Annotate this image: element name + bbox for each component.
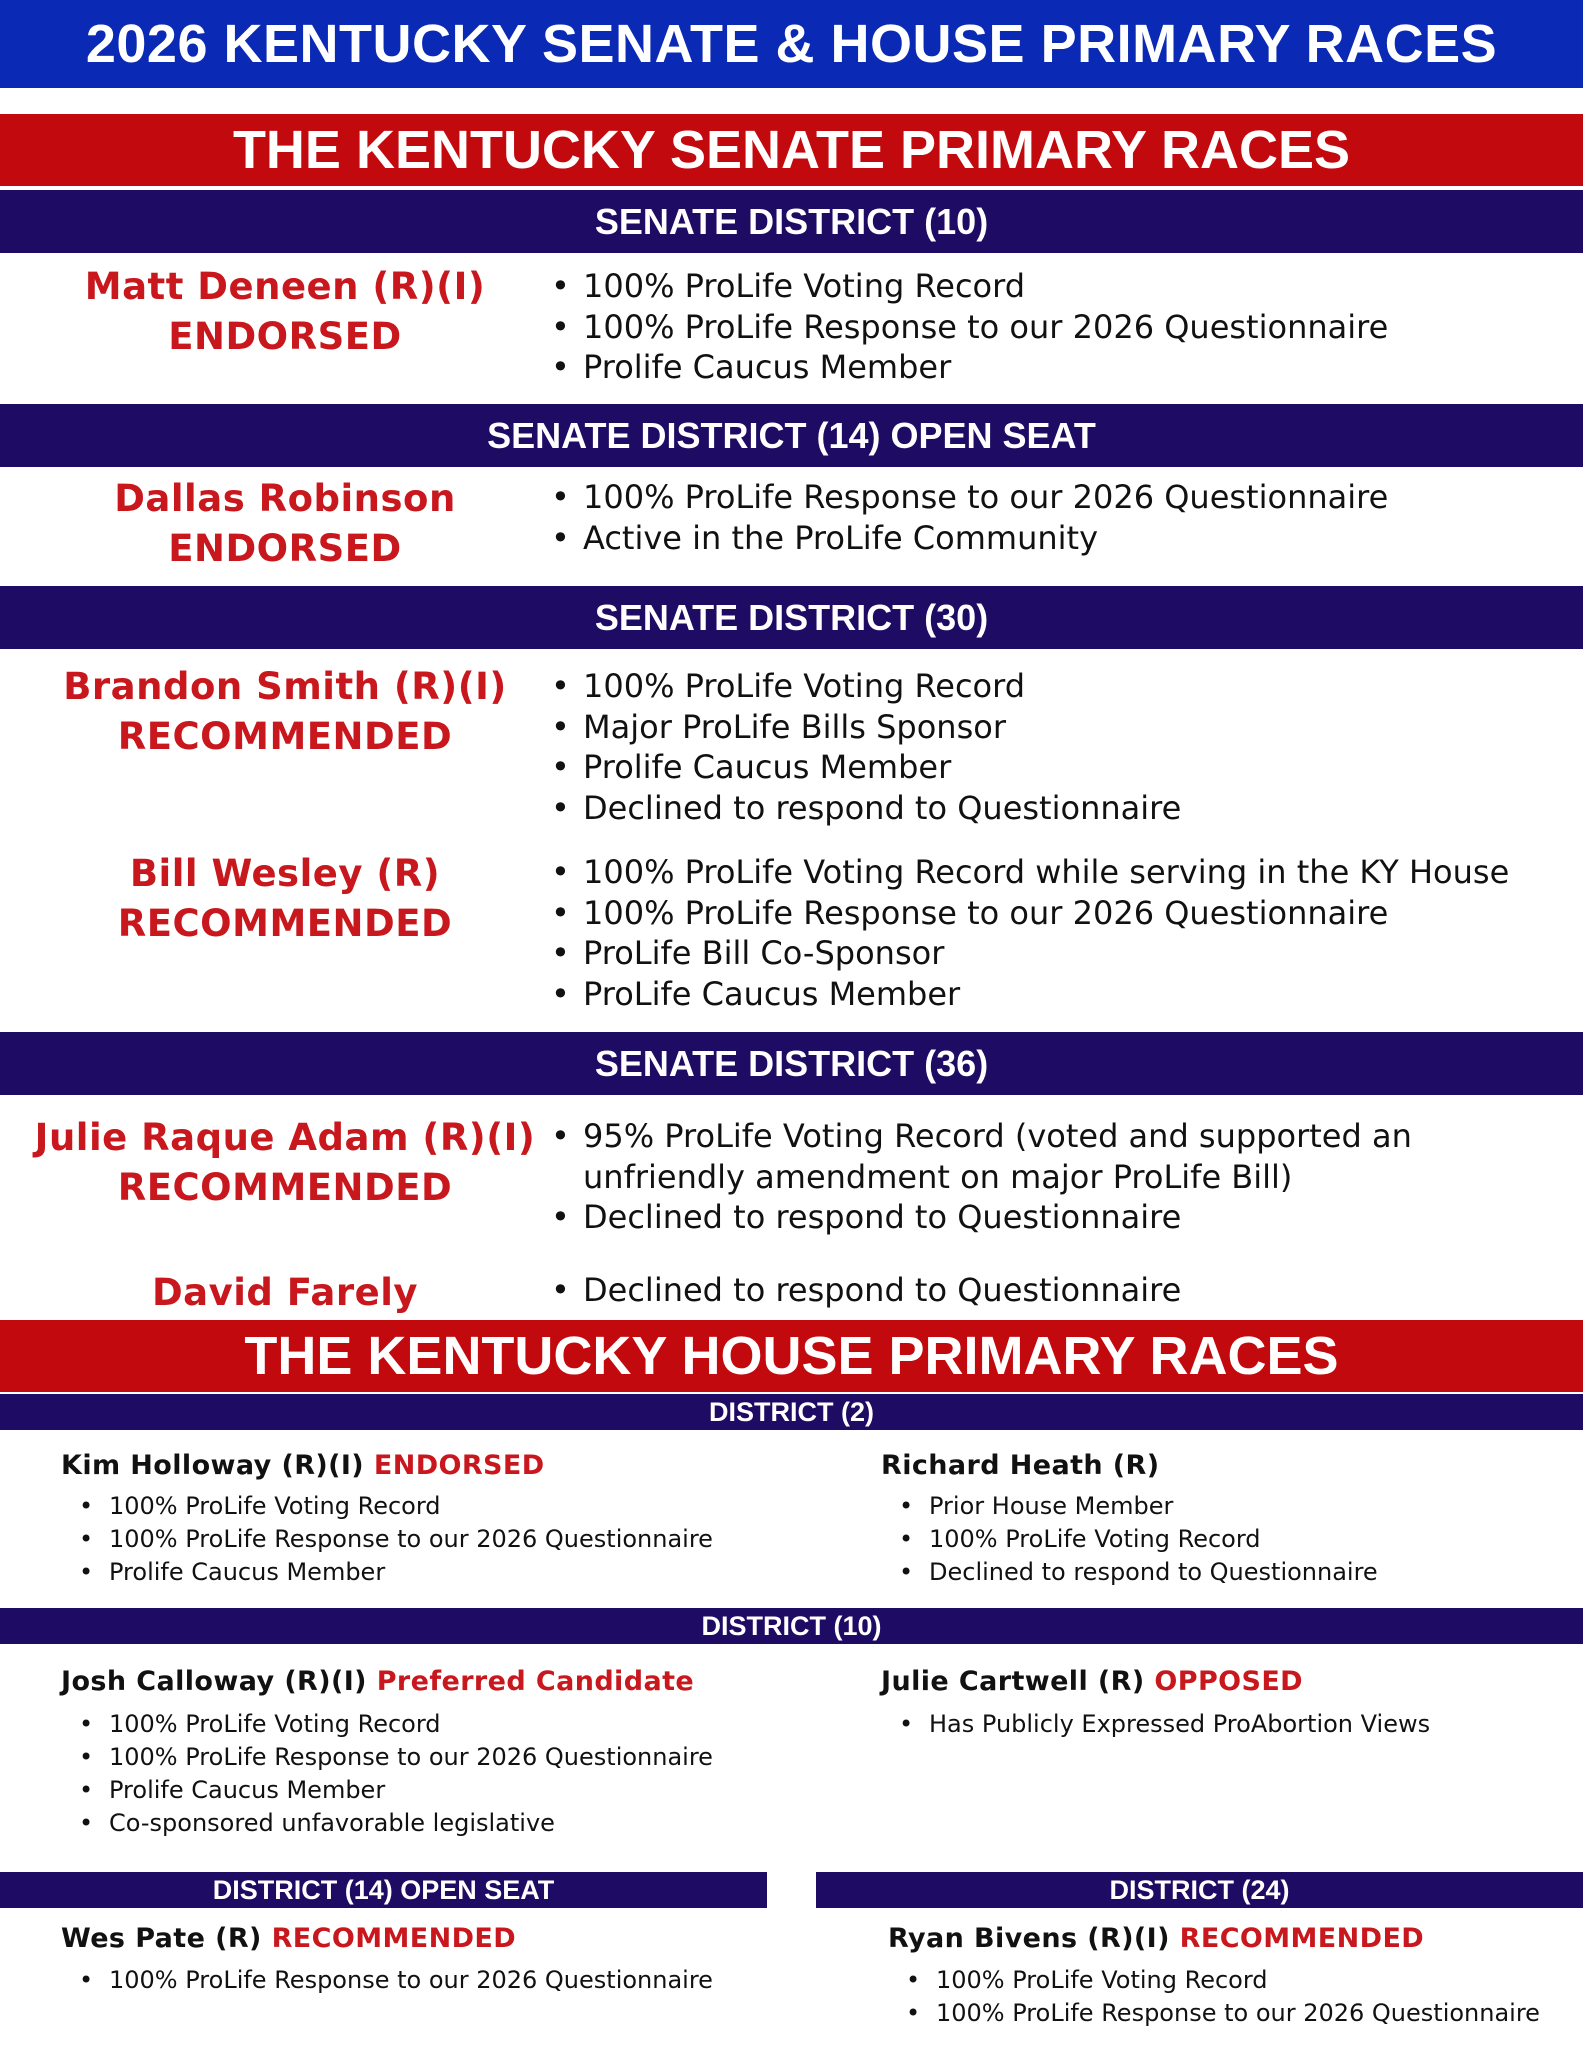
candidate-smith-points (549, 666, 1181, 828)
candidate-holloway-points (61, 1490, 713, 1589)
list-item: • 95% ProLife Voting Record (voted and supported an unfriendly amendment on major ProLife Bill) (549, 1116, 1549, 1197)
candidate-status: RECOMMENDED (117, 715, 453, 758)
list-item: • 100% ProLife Response to our 2026 Questionnaire (61, 1741, 713, 1774)
candidate-pate (61, 1923, 516, 1954)
candidate-name: Wes Pate (R) (61, 1923, 262, 1954)
candidate-deneen-points (549, 266, 1388, 388)
candidate-name: Richard Heath (R) (881, 1450, 1160, 1481)
list-item: • 100% ProLife Response to our 2026 Questionnaire (61, 1964, 713, 1997)
candidate-status: ENDORSED (168, 315, 402, 358)
house-district-24-bar: DISTRICT (24) (816, 1872, 1583, 1908)
list-item: • 100% ProLife Voting Record (61, 1490, 713, 1523)
candidate-wesley-points (549, 852, 1509, 1014)
candidate-name: Julie Cartwell (R) (881, 1666, 1145, 1697)
list-item: • ProLife Caucus Member (549, 974, 1509, 1015)
candidate-bivens-points (888, 1964, 1540, 2030)
list-item: • 100% ProLife Voting Record (549, 266, 1388, 307)
list-item: • Prolife Caucus Member (549, 347, 1388, 388)
list-item: • 100% ProLife Response to our 2026 Questionnaire (888, 1997, 1540, 2030)
candidate-smith (5, 662, 565, 762)
senate-district-36-bar: SENATE DISTRICT (36) (0, 1032, 1583, 1095)
candidate-farely-points (549, 1270, 1181, 1311)
candidate-robinson-points (549, 477, 1388, 558)
list-item: • 100% ProLife Voting Record (888, 1964, 1540, 1997)
list-item: • 100% ProLife Response to our 2026 Questionnaire (549, 477, 1388, 518)
house-district-14-bar: DISTRICT (14) OPEN SEAT (0, 1872, 767, 1908)
list-item: • Prolife Caucus Member (549, 747, 1181, 788)
candidate-name: Matt Deneen (R)(I) (84, 265, 486, 308)
house-district-10-bar: DISTRICT (10) (0, 1608, 1583, 1644)
candidate-status: RECOMMENDED (117, 902, 453, 945)
list-item: • Declined to respond to Questionnaire (881, 1556, 1378, 1589)
house-section-heading: THE KENTUCKY HOUSE PRIMARY RACES (0, 1320, 1583, 1392)
candidate-status: RECOMMENDED (271, 1923, 517, 1954)
candidate-robinson (5, 474, 565, 574)
candidate-status: ENDORSED (373, 1450, 545, 1481)
list-item: • 100% ProLife Response to our 2026 Questionnaire (61, 1523, 713, 1556)
list-item: • Prior House Member (881, 1490, 1378, 1523)
list-item: • 100% ProLife Voting Record (549, 666, 1181, 707)
list-item: • 100% ProLife Voting Record while serving in the KY House (549, 852, 1509, 893)
candidate-name: Dallas Robinson (114, 477, 456, 520)
list-item: • Has Publicly Expressed ProAbortion Views (881, 1708, 1430, 1741)
candidate-heath-points (881, 1490, 1378, 1589)
list-item: • Declined to respond to Questionnaire (549, 788, 1181, 829)
senate-section-heading: THE KENTUCKY SENATE PRIMARY RACES (0, 114, 1583, 186)
candidate-status: OPPOSED (1154, 1666, 1303, 1697)
page-title: 2026 KENTUCKY SENATE & HOUSE PRIMARY RACES (0, 0, 1583, 88)
list-item: • ProLife Bill Co-Sponsor (549, 933, 1509, 974)
candidate-calloway-points (61, 1708, 713, 1840)
list-item: • 100% ProLife Voting Record (881, 1523, 1378, 1556)
candidate-name: Brandon Smith (R)(I) (63, 665, 507, 708)
list-item: • Declined to respond to Questionnaire (549, 1197, 1549, 1238)
candidate-name: Bill Wesley (R) (129, 852, 441, 895)
candidate-wesley (5, 849, 565, 949)
candidate-status: RECOMMENDED (117, 1166, 453, 1209)
candidate-name: Julie Raque Adam (R)(I) (34, 1116, 536, 1159)
senate-district-10-bar: SENATE DISTRICT (10) (0, 190, 1583, 253)
list-item: • 100% ProLife Response to our 2026 Questionnaire (549, 893, 1509, 934)
candidate-adam (5, 1113, 565, 1213)
list-item: • Prolife Caucus Member (61, 1774, 713, 1807)
list-item: • Co-sponsored unfavorable legislative (61, 1807, 713, 1840)
candidate-bivens (888, 1923, 1424, 1954)
candidate-pate-points (61, 1964, 713, 1997)
candidate-status: ENDORSED (168, 527, 402, 570)
candidate-cartwell (881, 1666, 1303, 1697)
candidate-cartwell-points (881, 1708, 1430, 1741)
candidate-name: Kim Holloway (R)(I) (61, 1450, 365, 1481)
senate-district-14-bar: SENATE DISTRICT (14) OPEN SEAT (0, 404, 1583, 467)
candidate-farely (5, 1268, 565, 1318)
list-item: • 100% ProLife Voting Record (61, 1708, 713, 1741)
candidate-adam-points (549, 1116, 1549, 1238)
list-item: • Major ProLife Bills Sponsor (549, 707, 1181, 748)
candidate-heath (881, 1450, 1159, 1481)
list-item: • Prolife Caucus Member (61, 1556, 713, 1589)
list-item: • Active in the ProLife Community (549, 518, 1388, 559)
candidate-deneen (5, 262, 565, 362)
candidate-status: RECOMMENDED (1179, 1923, 1425, 1954)
house-district-2-bar: DISTRICT (2) (0, 1394, 1583, 1430)
list-item: • 100% ProLife Response to our 2026 Questionnaire (549, 307, 1388, 348)
candidate-name: Josh Calloway (R)(I) (61, 1666, 367, 1697)
candidate-calloway (61, 1666, 694, 1697)
candidate-name: David Farely (151, 1271, 419, 1314)
candidate-name: Ryan Bivens (R)(I) (888, 1923, 1170, 1954)
candidate-holloway (61, 1450, 545, 1481)
list-item: • Declined to respond to Questionnaire (549, 1270, 1181, 1311)
senate-district-30-bar: SENATE DISTRICT (30) (0, 586, 1583, 649)
candidate-status: Preferred Candidate (376, 1666, 695, 1697)
